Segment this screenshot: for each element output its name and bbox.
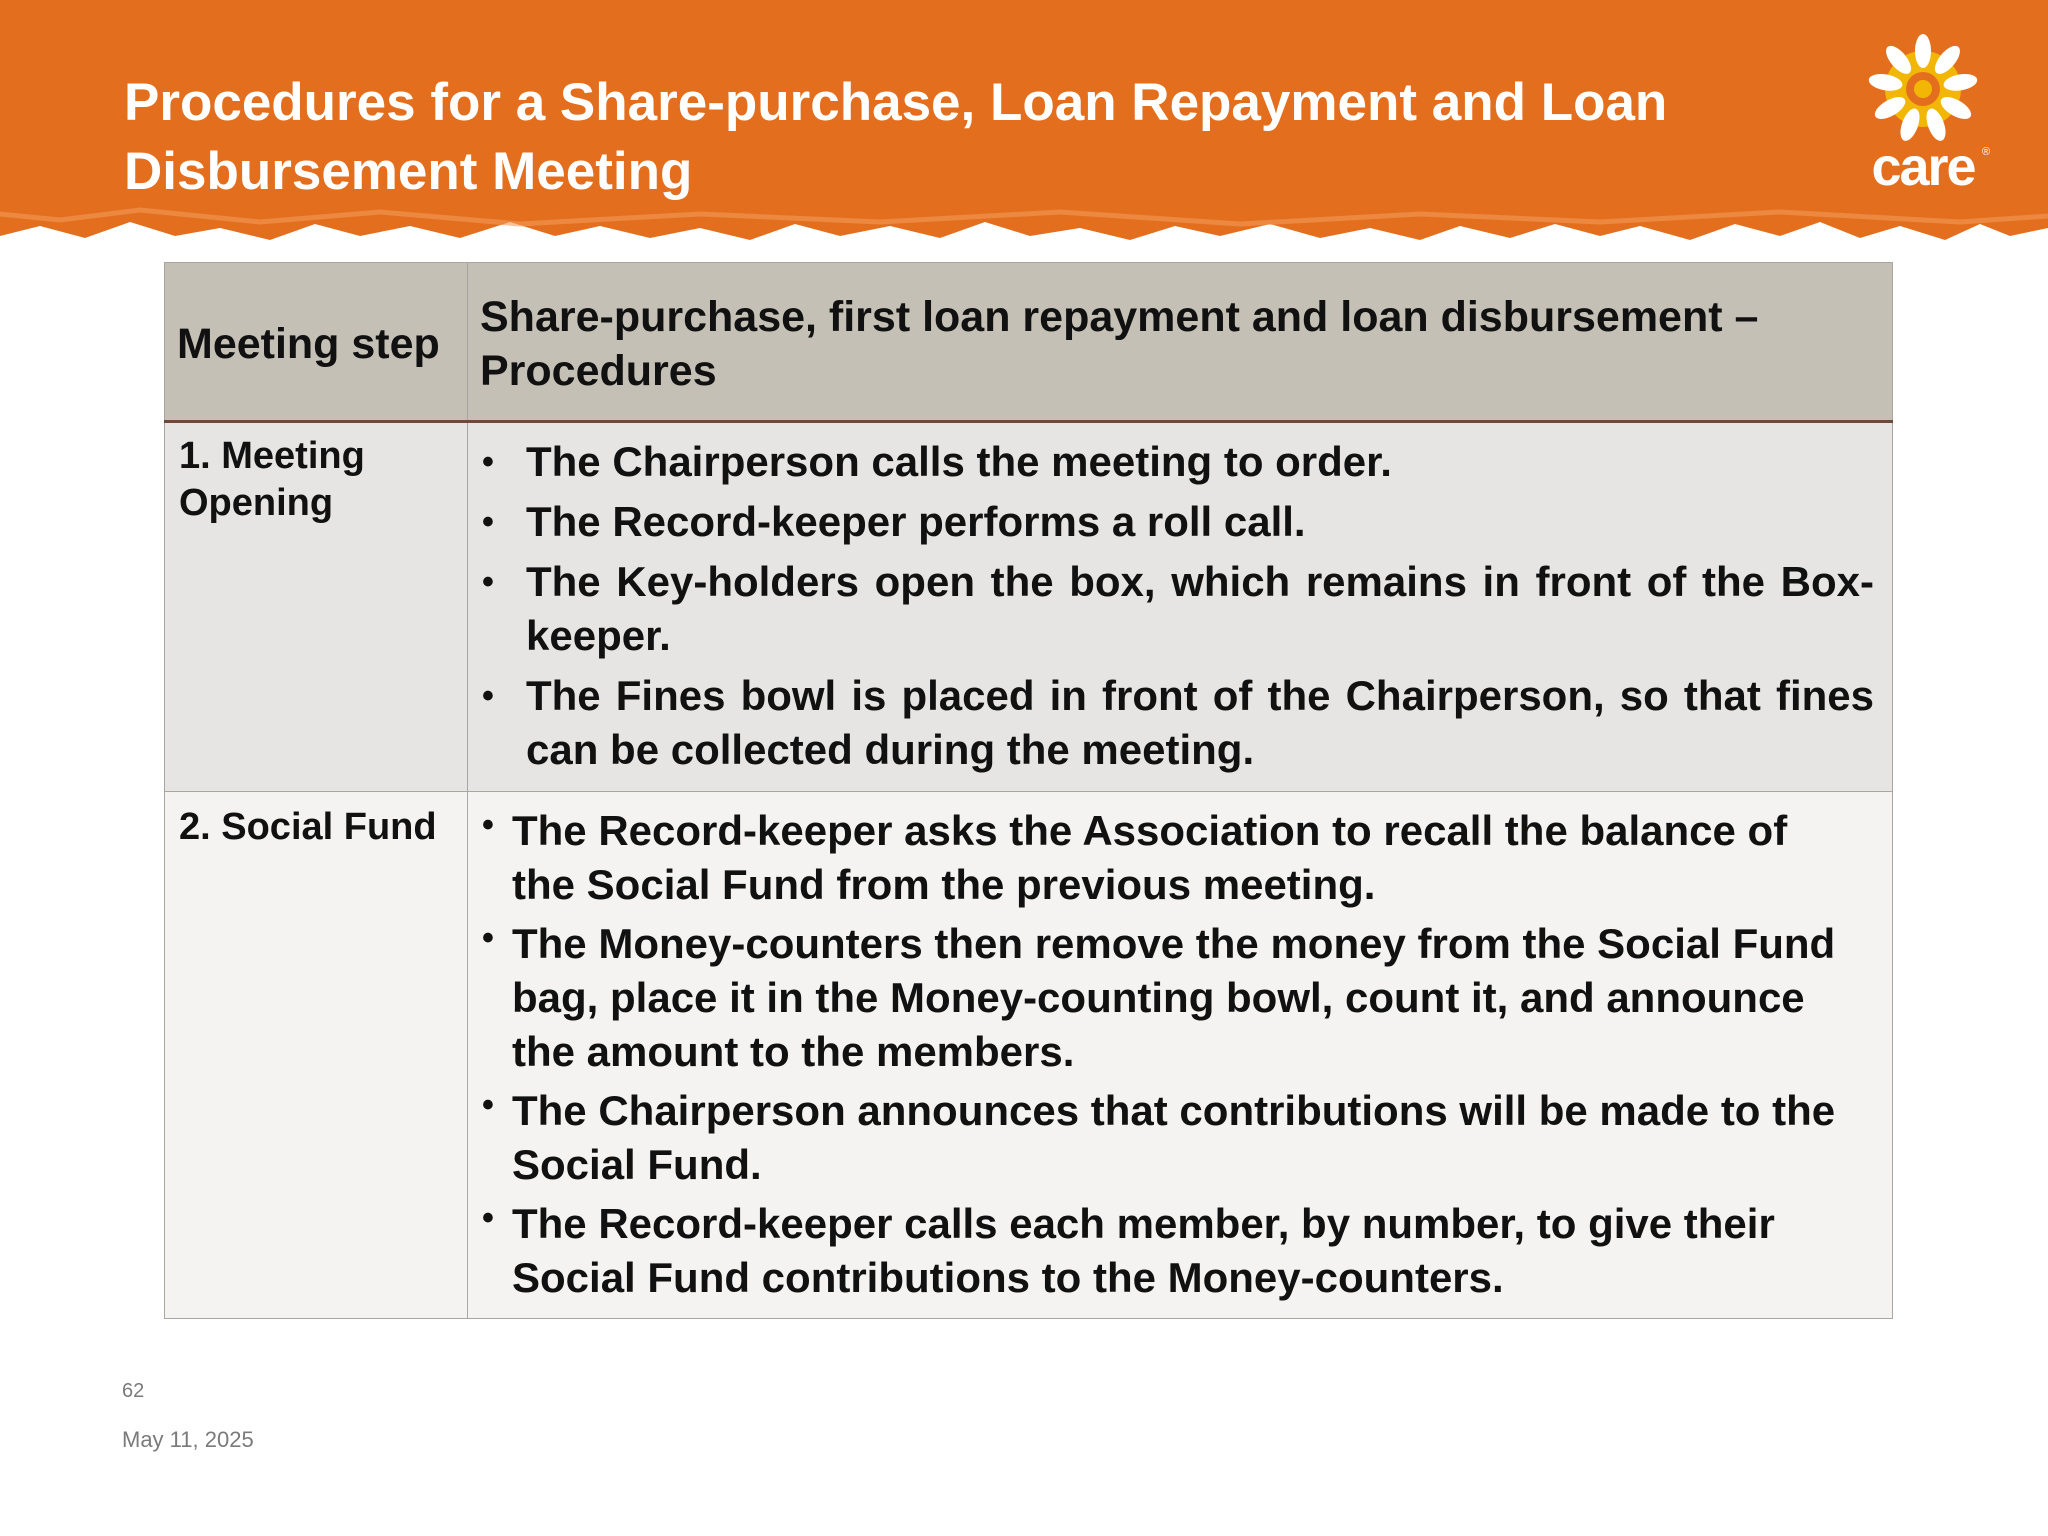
list-item: • The Fines bowl is placed in front of the Chairperson, so that fines can be collected during the meeting. (482, 669, 1874, 777)
care-logo (1858, 34, 1991, 197)
procedures-table (164, 262, 1893, 1319)
list-item: • The Money-counters then remove the money from the Social Fund bag, place it in the Money-counting bowl, count it, and announce the amount to the members. (482, 917, 1854, 1079)
meeting-step-cell: 2. Social Fund (165, 792, 468, 1319)
logo-registered-mark: ® (1982, 146, 1991, 158)
header-procedures: Share-purchase, first loan repayment and loan disbursement – Procedures (468, 263, 1893, 422)
header-meeting-step: Meeting step (165, 263, 468, 422)
list-item: • The Record-keeper performs a roll call. (482, 495, 1874, 549)
list-item: • The Record-keeper calls each member, by number, to give their Social Fund contributions to the Money-counters. (482, 1197, 1854, 1305)
procedures-cell (468, 792, 1893, 1319)
list-item: • The Chairperson calls the meeting to order. (482, 435, 1874, 489)
procedure-list (482, 804, 1874, 1305)
list-item: • The Key-holders open the box, which remains in front of the Box-keeper. (482, 555, 1874, 663)
list-item: • The Chairperson announces that contributions will be made to the Social Fund. (482, 1084, 1854, 1192)
logo-wordmark: care (1871, 137, 1975, 197)
table-header-row (165, 263, 1893, 422)
care-hands-logo-icon (1858, 34, 1988, 144)
list-item: • The Record-keeper asks the Association to recall the balance of the Social Fund from the previous meeting. (482, 804, 1854, 912)
table-row (165, 792, 1893, 1319)
procedure-list (482, 435, 1874, 777)
procedures-cell (468, 422, 1893, 792)
meeting-step-cell: 1. Meeting Opening (165, 422, 468, 792)
slide-title: Procedures for a Share-purchase, Loan Repayment and Loan Disbursement Meeting (124, 73, 1668, 201)
slide-date: May 11, 2025 (122, 1427, 254, 1452)
table-row (165, 422, 1893, 792)
page-number: 62 (122, 1380, 145, 1402)
